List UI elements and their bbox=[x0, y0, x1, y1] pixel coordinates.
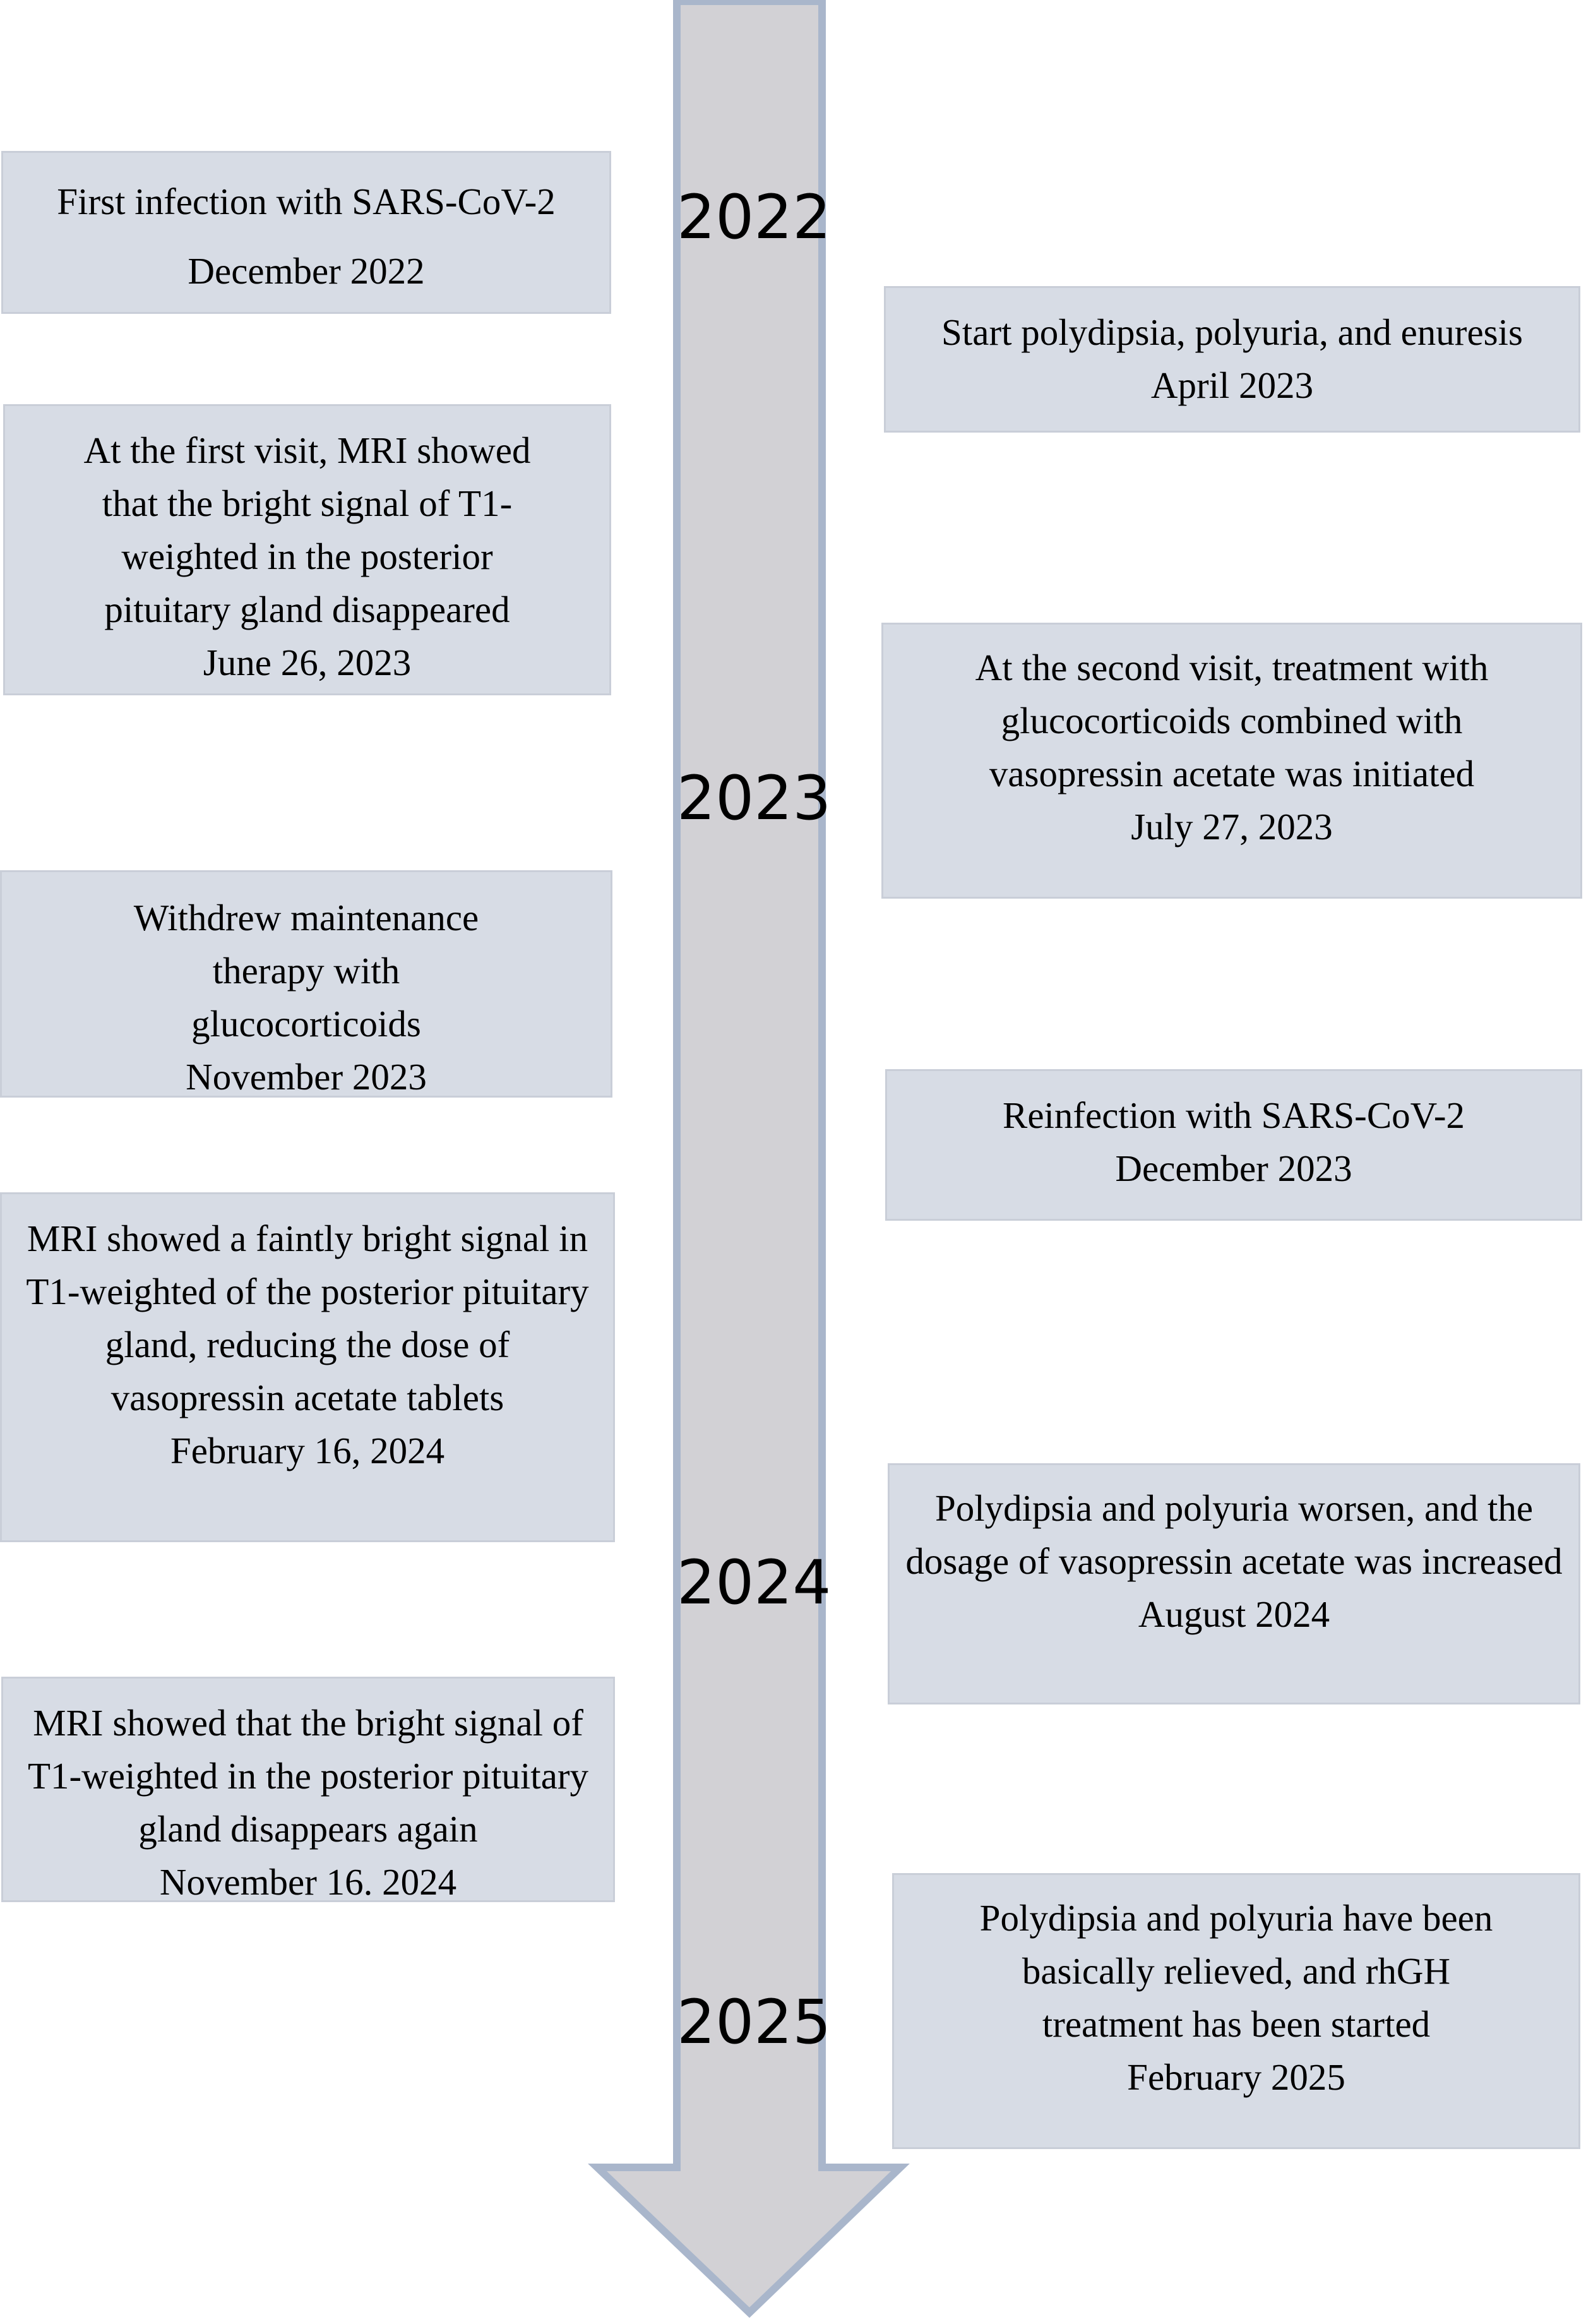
event-box-second-visit-treatment bbox=[881, 623, 1582, 899]
event-description: Reinfection with SARS-CoV-2 bbox=[1002, 1094, 1465, 1136]
event-date: November 2023 bbox=[186, 1056, 427, 1098]
event-box-reinfection bbox=[885, 1069, 1582, 1221]
event-description: First infection with SARS-CoV-2 bbox=[57, 181, 556, 222]
event-description: Start polydipsia, polyuria, and enuresis bbox=[941, 311, 1523, 353]
event-box-first-visit-mri bbox=[3, 404, 611, 695]
event-description: At the second visit, treatment with glucocorticoids combined with vasopressin acetate was initiated bbox=[975, 647, 1489, 794]
event-box-signal-disappears-again bbox=[1, 1677, 615, 1902]
event-date: December 2023 bbox=[1115, 1147, 1352, 1189]
event-date: April 2023 bbox=[1150, 364, 1314, 406]
timeline-arrow-shape bbox=[597, 1, 900, 2313]
year-label-2022: 2022 bbox=[677, 182, 832, 253]
year-label-2024: 2024 bbox=[677, 1547, 832, 1618]
event-box-start-polydipsia bbox=[884, 286, 1580, 433]
event-description: Withdrew maintenance therapy with glucocorticoids bbox=[133, 897, 479, 1045]
event-date: August 2024 bbox=[1138, 1593, 1330, 1635]
year-label-2023: 2023 bbox=[677, 763, 832, 834]
event-box-first-infection bbox=[1, 151, 611, 314]
event-box-dosage-increased bbox=[888, 1463, 1580, 1704]
event-date: November 16. 2024 bbox=[159, 1861, 457, 1903]
event-description: At the first visit, MRI showed that the bright signal of T1-weighted in the posterior pituitary gland disappeared bbox=[83, 429, 531, 630]
event-description: Polydipsia and polyuria have been basically relieved, and rhGH treatment has been started bbox=[979, 1897, 1493, 2045]
event-description: MRI showed that the bright signal of T1-weighted in the posterior pituitary gland disappears again bbox=[27, 1702, 589, 1850]
event-description: MRI showed a faintly bright signal in T1-weighted of the posterior pituitary gland, reducing the dose of vasopressin acetate tablets bbox=[26, 1218, 589, 1418]
event-date: February 16, 2024 bbox=[170, 1430, 445, 1471]
year-label-2025: 2025 bbox=[677, 1987, 832, 2057]
event-box-withdrew-glucocorticoids bbox=[0, 870, 612, 1098]
event-date: July 27, 2023 bbox=[1131, 806, 1333, 848]
event-box-rhgh-treatment bbox=[892, 1873, 1580, 2149]
event-date: February 2025 bbox=[1127, 2056, 1345, 2098]
event-box-faint-signal-mri bbox=[0, 1192, 615, 1542]
event-description: Polydipsia and polyuria worsen, and the dosage of vasopressin acetate was increased bbox=[905, 1487, 1563, 1582]
event-date: December 2022 bbox=[188, 250, 425, 292]
event-date: June 26, 2023 bbox=[203, 642, 412, 683]
